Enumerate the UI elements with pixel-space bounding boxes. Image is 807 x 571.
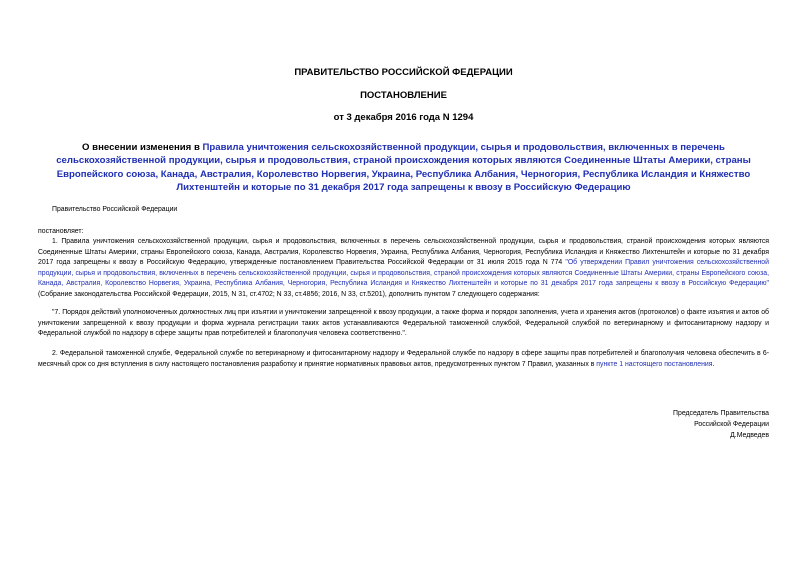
- quoted-paragraph-7: "7. Порядок действий уполномоченных должностных лиц при изъятии и уничтожении запрещенной к ввозу продукции, а также форма и порядок заполнения, учета и хранения актов (протоколов) о факте изъятия и актов об уничтожении запрещенной к ввозу продукции и форма журнала регистрации таких актов устанавливаются Федеральной таможенной службой, Федеральной службой по ветеринарному и фитосанитарному надзору и Федеральной службой по надзору в сфере защиты прав потребителей и благополучия человека соответственно.".: [38, 309, 769, 338]
- signature-title: Председатель Правительства: [673, 410, 769, 417]
- document-title: [30, 141, 777, 195]
- resolves: постановляет:: [38, 228, 84, 235]
- paragraph-1-link[interactable]: "Об утверждении Правил уничтожения сельскохозяйственной продукции, сырья и продовольствия, включенных в перечень сельскохозяйственной продукции, сырья и продовольствия, страной происхождения которых являются Соединенные Штаты Америки, страны Европейского союза, Канада, Австралия, Королевство Норвегия, Украина, Республика Албания, Черногория, Республика Исландия и Княжество Лихтенштейн и которые по 31 декабря 2017 года запрещены к ввозу в Российскую Федерацию": [38, 259, 769, 288]
- paragraph-2-text-b: .: [712, 360, 715, 368]
- signature-name: Д.Медведев: [730, 432, 769, 440]
- paragraph-2: [38, 349, 769, 370]
- paragraph-1: [38, 237, 769, 301]
- issuer: Правительство Российской Федерации: [52, 206, 178, 213]
- paragraph-1-text-b: (Собрание законодательства Российской Федерации, 2015, N 31, ст.4702; N 33, ст.4856; 2016, N 33, ст.5201), дополнить пунктом 7 следующего содержания:: [38, 290, 540, 298]
- government-heading: ПРАВИТЕЛЬСТВО РОССИЙСКОЙ ФЕДЕРАЦИИ: [294, 67, 513, 78]
- paragraph-2-link[interactable]: пункте 1 настоящего постановления: [596, 360, 713, 368]
- signature-block: [673, 408, 769, 442]
- document-type: ПОСТАНОВЛЕНИЕ: [360, 90, 447, 101]
- title-link[interactable]: Правила уничтожения сельскохозяйственной продукции, сырья и продовольствия, включенных в перечень сельскохозяйственной продукции, сырья и продовольствия, страной происхождения которых являются Соединенные Штаты Америки, страны Европейского союза, Канада, Австралия, Королевство Норвегия, Украина, Республика Албания, Черногория, Республика Исландия и Княжество Лихтенштейн и которые по 31 декабря 2017 года запрещены к ввозу в Российскую Федерацию: [56, 142, 751, 194]
- title-prefix: О внесении изменения в: [82, 142, 203, 153]
- paragraph-1-text-a: 1. Правила уничтожения сельскохозяйственной продукции, сырья и продовольствия, включенных в перечень сельскохозяйственной продукции, сырья и продовольствия, страной происхождения которых являются Соединенные Штаты Америки, страны Европейского союза, Канада, Австралия, Королевство Норвегия, Украина, Республика Албания, Черногория, Республика Исландия и Княжество Лихтенштейн и которые по 31 декабря 2017 года запрещены к ввозу в Российскую Федерацию, утвержденные постановлением Правительства Российской Федерации от 31 июля 2015 года N 774: [38, 238, 769, 267]
- paragraph-2-text-a: 2. Федеральной таможенной службе, Федеральной службе по ветеринарному и фитосанитарному надзору и Федеральной службе по надзору в сфере защиты прав потребителей и благополучия человека обеспечить в 6-месячный срок со дня вступления в силу настоящего постановления разработку и принятие нормативных правовых актов, предусмотренных пунктом 7 Правил, указанных в: [38, 350, 769, 368]
- date-and-number: от 3 декабря 2016 года N 1294: [333, 112, 474, 123]
- signature-organization: Российской Федерации: [694, 421, 769, 429]
